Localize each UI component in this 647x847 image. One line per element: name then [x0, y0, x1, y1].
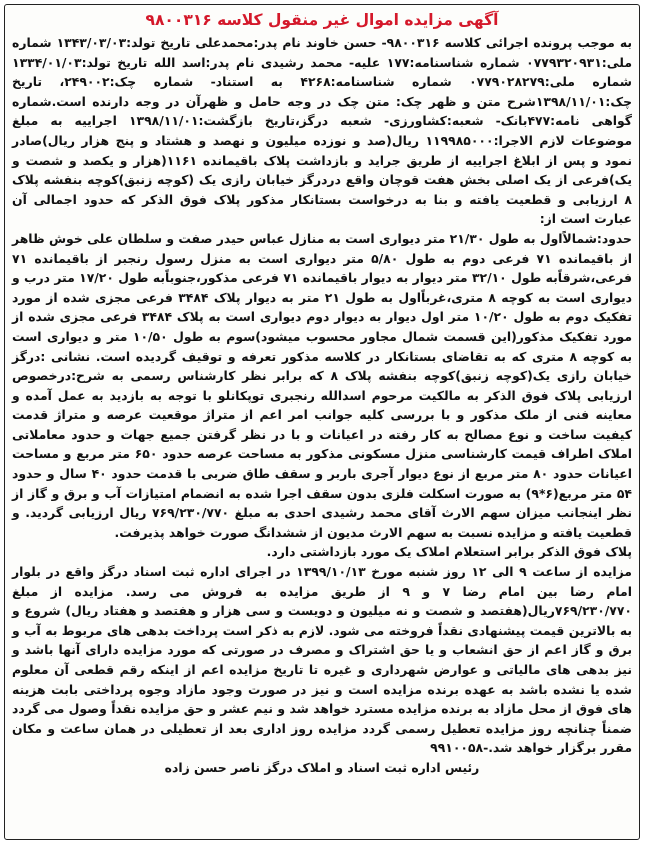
notice-title: آگهی مزایده اموال غیر منقول کلاسه ۹۸۰۰۳۱۶	[145, 11, 499, 29]
paragraph-seizure-note: پلاک فوق الذکر برابر استعلام املاک یک مورد بازداشتی دارد.	[266, 544, 632, 560]
auction-notice	[4, 4, 640, 840]
notice-signature: رئیس اداره ثبت اسناد و املاک درگز ناصر حسن زاده	[164, 759, 480, 775]
paragraph-case-details: به موجب پرونده اجرائی کلاسه ۹۸۰۰۳۱۶- حسن خاوند نام پدر:محمدعلی تاریخ تولد:۱۳۴۳/۰۳/۰۳ شماره ملی:۰۷۷۹۳۲۰۹۳۱ شماره شناسنامه:۱۷۷ علیه- محمد رشیدی نام پدر:اسد الله تاریخ تولد:۱۳۳۴/۰۱/۰۳ شماره ملی:۰۷۷۹۰۲۸۲۷۹ شماره شناسنامه:۴۲۶۸ به استناد- شماره چک:۲۴۹۰۰۲، تاریخ چک:۱۳۹۸/۱۱/۰۱شرح متن و ظهر چک: متن چک در وجه حامل و ظهرآن در وجه دارنده است.شماره گواهی نامه:۴۷۷بانک- شعبه:کشاورزی- شعبه درگز،تاریخ بازگشت:۱۳۹۸/۱۱/۰۱ اجراییه به مبلغ موضوعات لازم الاجرا:۱۱۹۹۸۵۰۰۰ ریال(صد و نوزده میلیون و نهصد و هشتاد و پنج هزار ریال)صادر نمود و پس از ابلاغ اجراییه از طریق جراید و بازداشت پلاک باقیمانده ۱۱۶۱(هزار و یکصد و شصت و یک)فرعی از یک اصلی بخش هفت قوچان واقع دردرگز خیابان رازی یک (کوچه زنبق)کوچه بنفشه پلاک ۸ ارزیابی و قطعیت یافته و بنا به درخواست بستانکار مذکور پلاک فوق الذکر که حدود اجمالی آن عبارت است از:	[12, 35, 633, 227]
paragraph-boundaries-appraisal: حدود:شمالاًاول به طول ۲۱/۳۰ متر دیواری است به منازل عباس حیدر صفت و سلطان علی خوش ظاهر از باقیمانده ۷۱ فرعی دوم به طول ۵/۸۰ متر دیواری است به منزل رسول رنجبر از باقیمانده ۷۱ فرعی،شرقاًبه طول ۳۲/۱۰ متر دیوار به دیوار باقیمانده ۷۱ فرعی مذکور،جنوباًبه طول ۱۷/۲۰ متر درب و دیواری است به کوچه ۸ متری،غرباًاول به طول ۲۱ متر به دیوار پلاک ۳۴۸۴ فرعی مجزی شده از مورد تفکیک دوم به طول ۱۰/۲۰ متر اول دیوار به دیوار دوم دیواری است به پلاک ۳۴۸۴ فرعی مجزی شده از مورد تفکیک مذکور(این قسمت شمال مجاور محسوب میشود)سوم به طول ۱۰/۵۰ متر و دیواری است به کوچه ۸ متری که به تقاضای بستانکار در کلاسه مذکور تعرفه و توقیف گردیده است. نشانی :درگز خیابان رازی یک(کوچه زنبق)کوچه بنفشه پلاک ۸ که برابر نظر کارشناس رسمی به شرح:درخصوص ارزیابی پلاک فوق الذکر به مالکیت مرحوم اسدالله رنجبری توپکانلو با توجه به بازدید به عمل آمده و معاینه فنی از ملک مذکور و با بررسی کلیه جوانب امر اعم از متراژ موقعیت عرصه و متراژ قدمت کیفیت ساخت و نوع مصالح به کار رفته در اعیانات و با در نظر گرفتن جمیع جهات و حدود معاملاتی املاک اطراف قیمت کارشناسی منزل مسکونی مذکور به مساحت عرصه حدود ۶۵۰ متر مربع و مساحت اعیانات حدود ۸۰ متر مربع از نوع دیوار آجری باربر و سقف طاق ضربی با قدمت حدود ۴۰ سال و حدود ۵۴ متر مربع(۶*۹) به صورت اسکلت فلزی بدون سقف اجرا شده به انضمام امتیازات آب و برق و گاز از نظر اینجانب میزان سهم الارث آقای محمد رشیدی احدی به مبلغ ۷۶۹/۲۳۰/۷۷۰ ریال ارزیابی گردید. و قطعیت یافته و مزایده نسبت به سهم الارث مدیون از ششدانگ صورت خواهد پذیرفت.	[12, 230, 633, 540]
paragraph-auction-terms: مزایده از ساعت ۹ الی ۱۲ روز شنبه مورخ ۱۳۹۹/۱۰/۱۳ در اجرای اداره ثبت اسناد درگز واقع در بلوار امام رضا بین امام رضا ۷ و ۹ از طریق مزایده به فروش می رسد. مزایده از مبلغ ۷۶۹/۲۳۰/۷۷۰ریال(هفتصد و شصت و نه میلیون و دویست و سی هزار و هفتصد و هفتاد ریال) شروع و به بالاترین قیمت پیشنهادی نقداً فروخته می شود. لازم به ذکر است پرداخت بدهی های مربوط به آب و برق و گاز اعم از حق انشعاب و یا حق اشتراک و مصرف در صورتی که مورد مزایده دارای آنها باشد و نیز بدهی های مالیاتی و عوارض شهرداری و غیره تا تاریخ مزایده اعم از اینکه رقم قطعی آن معلوم شده یا نشده باشد به عهده برنده مزایده است و نیز در صورت وجود مازاد وجوه پرداختی بابت هزینه های فوق از محل مازاد به برنده مزایده مسترد خواهد شد و نیم عشر و حق مزایده نقداً وصول می گردد ضمناً چنانچه روز مزایده تعطیل رسمی گردد مزایده روز اداری بعد از تعطیلی در همان ساعت و مکان مقرر برگزار خواهد شد.-۹۹۱۰۰۵۸	[12, 564, 632, 756]
notice-body	[12, 33, 632, 758]
